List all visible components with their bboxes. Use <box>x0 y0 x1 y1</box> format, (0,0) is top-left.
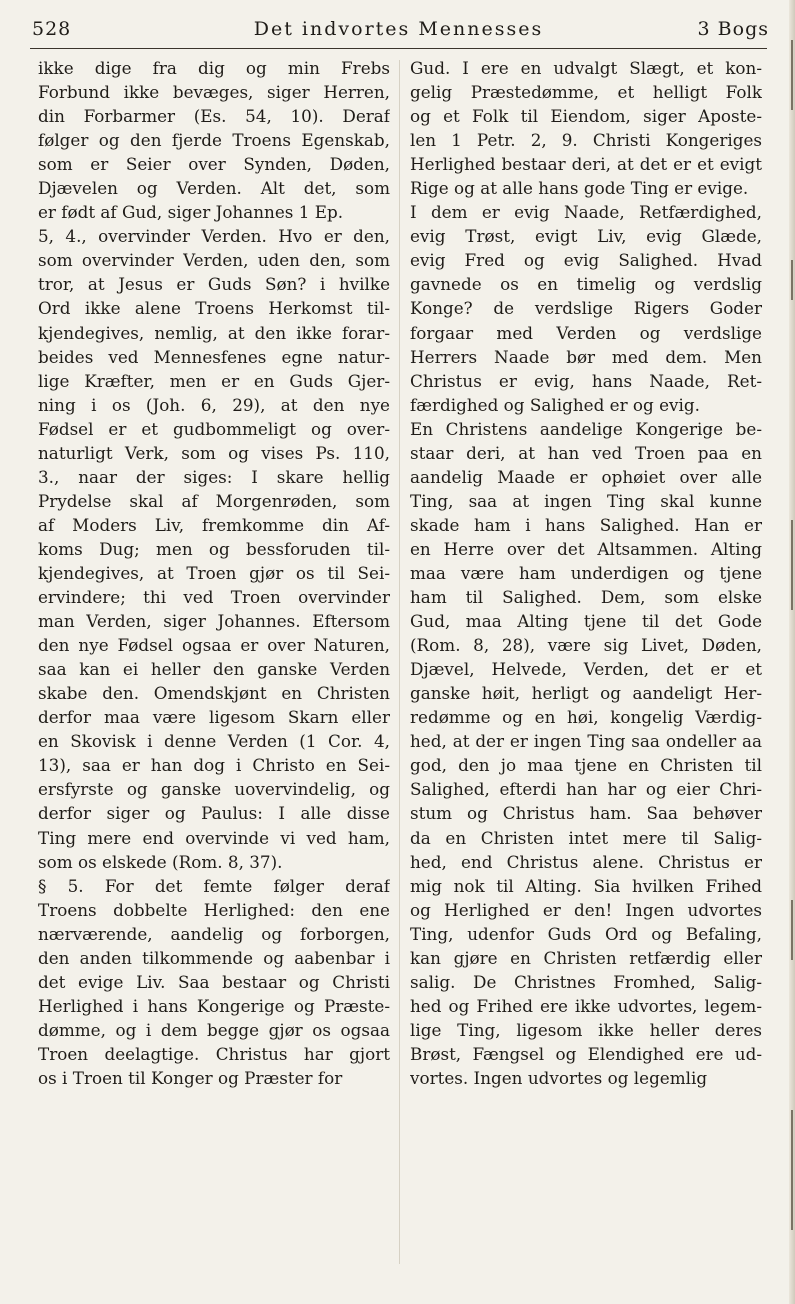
text-line: følger og den fjerde Troens Egenskab, <box>38 130 390 151</box>
text-line: Gud, maa Alting tjene til det Gode <box>410 611 762 632</box>
text-line: § 5. For det femte følger deraf <box>38 875 390 896</box>
text-line: hed og Frihed ere ikke udvortes, legem- <box>410 995 762 1016</box>
text-line: gavnede os en timelig og verdslig <box>410 274 762 295</box>
text-line: vortes. Ingen udvortes og legemlig <box>410 1067 708 1088</box>
text-line: Rige og at alle hans gode Ting er evige. <box>410 178 749 199</box>
text-line: Christus er evig, hans Naade, Ret- <box>410 370 762 391</box>
text-line: mig nok til Alting. Sia hvilken Frihed <box>410 875 762 896</box>
text-line: man Verden, siger Johannes. Eftersom <box>38 611 390 632</box>
text-line: da en Christen intet mere til Salig- <box>410 827 762 848</box>
text-line: forgaar med Verden og verdslige <box>410 322 762 343</box>
text-line: koms Dug; men og bessforuden til- <box>38 538 390 559</box>
text-line: stum og Christus ham. Saa behøver <box>410 803 762 824</box>
text-line: som er Seier over Synden, Døden, <box>38 154 390 175</box>
text-line: er født af Gud, siger Johannes 1 Ep. <box>38 202 344 223</box>
book-signature: 3 Bogs <box>697 18 769 40</box>
text-line: god, den jo maa tjene en Christen til <box>410 755 762 776</box>
text-line: hed, end Christus alene. Christus er <box>410 851 762 872</box>
text-line: lige Kræfter, men er en Guds Gjer- <box>38 370 390 391</box>
text-line: og Herlighed er den! Ingen udvortes <box>410 899 762 920</box>
text-line: I dem er evig Naade, Retfærdighed, <box>410 202 762 223</box>
edge-mark <box>791 520 793 610</box>
text-line: Troens dobbelte Herlighed: den ene <box>38 899 390 920</box>
text-line: salig. De Christnes Fromhed, Salig- <box>410 971 762 992</box>
text-line: skabe den. Omendskjønt en Christen <box>38 683 390 704</box>
edge-mark <box>791 900 793 960</box>
page-number: 528 <box>32 18 72 40</box>
page-edge <box>789 0 795 1304</box>
text-line: evig Fred og evig Salighed. Hvad <box>410 250 762 271</box>
text-line: og et Folk til Eiendom, siger Aposte- <box>410 106 762 127</box>
text-line: Herlighed i hans Kongerige og Præste- <box>38 995 390 1016</box>
text-line: en Skovisk i denne Verden (1 Cor. 4, <box>38 731 390 752</box>
header-rule <box>30 48 767 49</box>
text-line: Ord ikke alene Troens Herkomst til- <box>38 298 390 319</box>
page-header <box>22 14 775 48</box>
text-line: Troen deelagtige. Christus har gjort <box>38 1043 390 1064</box>
text-line: Djævel, Helvede, Verden, det er et <box>410 659 762 680</box>
text-line: Herrers Naade bør med dem. Men <box>410 346 762 367</box>
text-line: kjendegives, at Troen gjør os til Sei- <box>38 562 390 583</box>
text-line: af Moders Liv, fremkomme din Af- <box>38 514 390 535</box>
text-line: Fødsel er et gudbommeligt og over- <box>38 418 390 439</box>
text-line: hed, at der er ingen Ting saa ondeller aa <box>410 731 762 752</box>
text-line: Konge? de verdslige Rigers Goder <box>410 298 762 319</box>
edge-mark <box>791 40 793 110</box>
text-line: ikke dige fra dig og min Frebs <box>38 58 390 78</box>
text-line: den nye Fødsel ogsaa er over Naturen, <box>38 635 390 656</box>
text-line: ersfyrste og ganske uovervindelig, og <box>38 779 390 800</box>
text-line: ham til Salighed. Dem, som elske <box>410 587 762 608</box>
text-line: færdighed og Salighed er og evig. <box>410 394 700 415</box>
text-line: kan gjøre en Christen retfærdig eller <box>410 947 762 968</box>
text-line: evig Trøst, evigt Liv, evig Glæde, <box>410 226 762 247</box>
right-column <box>410 56 762 1090</box>
text-line: saa kan ei heller den ganske Verden <box>38 659 390 680</box>
text-line: En Christens aandelige Kongerige be- <box>410 418 762 439</box>
edge-mark <box>791 1110 793 1230</box>
column-gutter <box>399 60 400 1264</box>
text-line: derfor siger og Paulus: I alle disse <box>38 803 390 824</box>
text-line: den anden tilkommende og aabenbar i <box>38 947 390 968</box>
text-line: 5, 4., overvinder Verden. Hvo er den, <box>38 226 390 247</box>
text-line: Ting mere end overvinde vi ved ham, <box>38 827 390 848</box>
text-line: 13), saa er han dog i Christo en Sei- <box>38 755 390 776</box>
text-line: Brøst, Fængsel og Elendighed ere ud- <box>410 1043 762 1064</box>
text-line: (Rom. 8, 28), være sig Livet, Døden, <box>410 635 762 656</box>
text-line: gelig Præstedømme, et helligt Folk <box>410 82 762 103</box>
text-line: beides ved Mennesfenes egne natur- <box>38 346 390 367</box>
text-line: staar deri, at han ved Troen paa en <box>410 442 762 463</box>
text-line: naturligt Verk, som og vises Ps. 110, <box>38 442 390 463</box>
text-line: din Forbarmer (Es. 54, 10). Deraf <box>38 106 390 127</box>
text-line: ganske høit, herligt og aandeligt Her- <box>410 683 762 704</box>
text-line: aandelig Maade er ophøiet over alle <box>410 466 762 487</box>
text-line: ning i os (Joh. 6, 29), at den nye <box>38 394 390 415</box>
text-line: Ting, udenfor Guds Ord og Befaling, <box>410 923 762 944</box>
text-line: Forbund ikke bevæges, siger Herren, <box>38 82 390 103</box>
text-line: det evige Liv. Saa bestaar og Christi <box>38 971 390 992</box>
text-line: 3., naar der siges: I skare hellig <box>38 466 390 487</box>
text-line: som os elskede (Rom. 8, 37). <box>38 851 283 872</box>
text-line: os i Troen til Konger og Præster for <box>38 1067 343 1088</box>
text-line: lige Ting, ligesom ikke heller deres <box>410 1019 762 1040</box>
left-column <box>38 56 390 1090</box>
text-line: redømme og en høi, kongelig Værdig- <box>410 707 762 728</box>
text-line: Salighed, efterdi han har og eier Chri- <box>410 779 762 800</box>
text-line: som overvinder Verden, uden den, som <box>38 250 390 271</box>
text-line: Herlighed bestaar deri, at det er et evigt <box>410 154 762 175</box>
text-line: Djævelen og Verden. Alt det, som <box>38 178 390 199</box>
text-line: en Herre over det Altsammen. Alting <box>410 538 762 559</box>
text-line: ervindere; thi ved Troen overvinder <box>38 587 390 608</box>
text-line: Prydelse skal af Morgenrøden, som <box>38 490 390 511</box>
text-line: skade ham i hans Salighed. Han er <box>410 514 762 535</box>
text-line: maa være ham underdigen og tjene <box>410 562 762 583</box>
text-line: Gud. I ere en udvalgt Slægt, et kon- <box>410 58 762 78</box>
text-line: nærværende, aandelig og forborgen, <box>38 923 390 944</box>
text-line: derfor maa være ligesom Skarn eller <box>38 707 390 728</box>
text-line: dømme, og i dem begge gjør os ogsaa <box>38 1019 390 1040</box>
edge-mark <box>791 260 793 300</box>
text-line: tror, at Jesus er Guds Søn? i hvilke <box>38 274 390 295</box>
text-line: kjendegives, nemlig, at den ikke forar- <box>38 322 390 343</box>
text-line: len 1 Petr. 2, 9. Christi Kongeriges <box>410 130 762 151</box>
text-line: Ting, saa at ingen Ting skal kunne <box>410 490 762 511</box>
running-title: Det indvortes Mennesses <box>253 18 544 40</box>
